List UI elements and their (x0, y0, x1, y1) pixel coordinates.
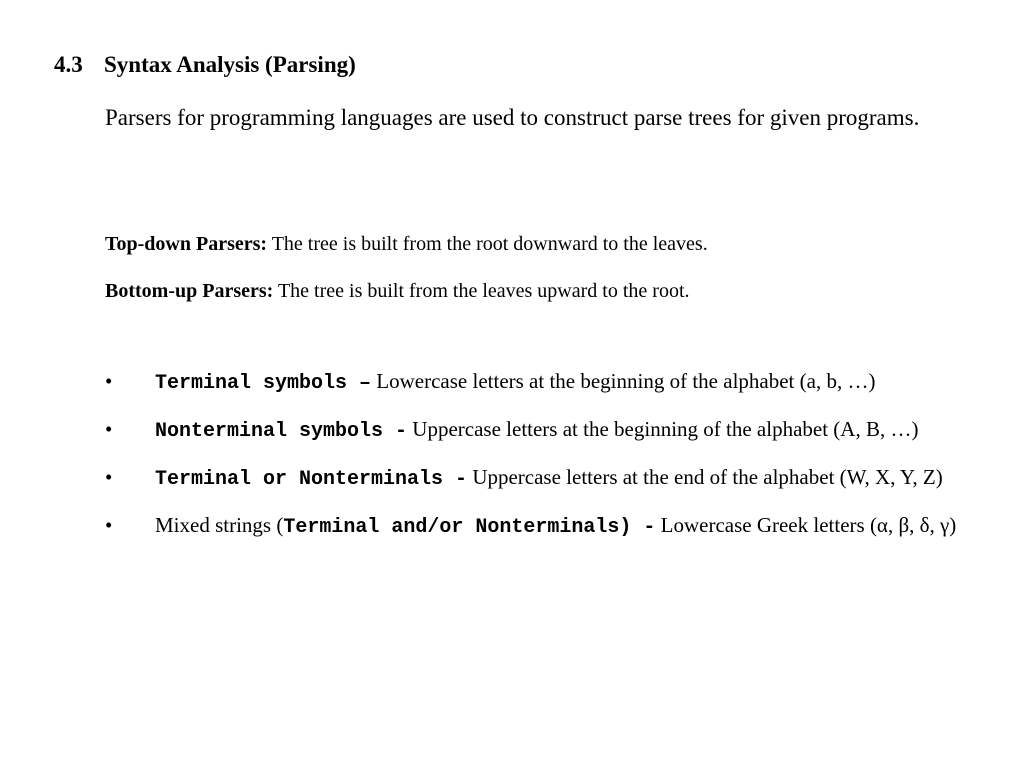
definition-top-down (105, 233, 708, 256)
list-item-mixed-strings (105, 510, 975, 543)
definition-text: The tree is built from the root downward to the leaves. (267, 233, 708, 255)
bullet-term: Terminal symbols – (155, 372, 372, 395)
definition-term: Top-down Parsers: (105, 233, 268, 255)
bullet-text: Uppercase letters at the end of the alphabet (W, X, Y, Z) (467, 465, 943, 489)
list-item-terminal-symbols (105, 366, 975, 399)
list-item-terminal-or-nonterminals (105, 462, 975, 495)
bullet-text: Lowercase Greek letters (α, β, δ, γ) (655, 513, 957, 537)
list-item-nonterminal-symbols (105, 414, 975, 447)
bullet-text: Lowercase letters at the beginning of the alphabet (a, b, …) (371, 369, 876, 393)
definition-term: Bottom-up Parsers: (105, 280, 274, 302)
bullet-term: Terminal and/or Nonterminals) - (283, 516, 656, 539)
definition-bottom-up (105, 280, 690, 303)
section-number: 4.3 (54, 52, 83, 77)
notation-list (105, 366, 975, 558)
bullet-term: Nonterminal symbols - (155, 420, 408, 443)
bullet-text: Uppercase letters at the beginning of the alphabet (A, B, …) (407, 417, 919, 441)
bullet-icon: • (105, 369, 113, 393)
bullet-prefix: Mixed strings ( (155, 513, 284, 537)
definition-text: The tree is built from the leaves upward to the root. (273, 280, 690, 302)
section-title: Syntax Analysis (Parsing) (104, 52, 356, 77)
bullet-icon: • (105, 513, 113, 537)
bullet-icon: • (105, 465, 113, 489)
section-heading (54, 52, 356, 78)
bullet-term: Terminal or Nonterminals - (155, 468, 468, 491)
intro-paragraph: Parsers for programming languages are used to construct parse trees for given programs. (105, 105, 920, 130)
bullet-icon: • (105, 417, 113, 441)
